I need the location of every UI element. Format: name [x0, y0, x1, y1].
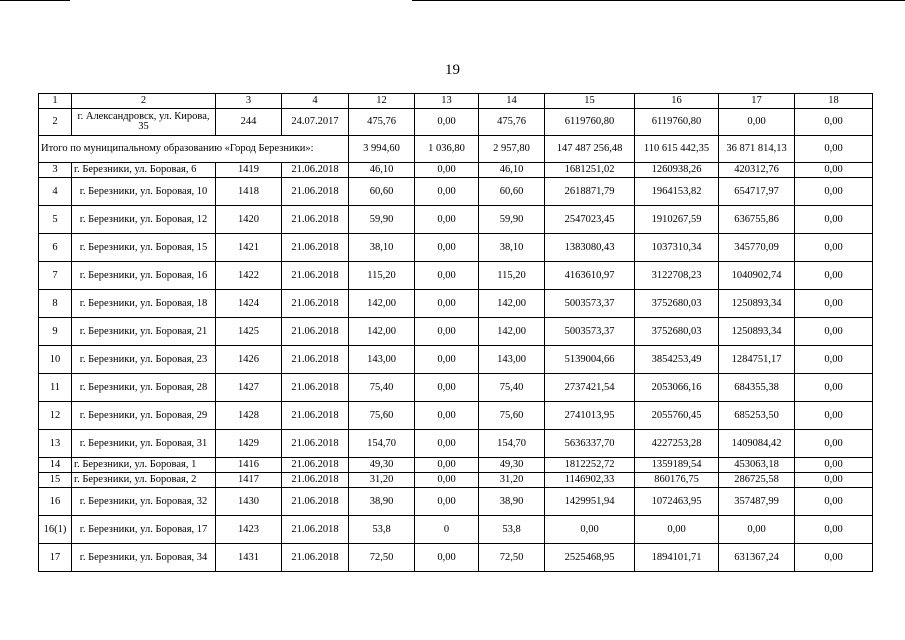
registry-number: 244	[216, 109, 282, 136]
row-number: 15	[39, 473, 72, 488]
address: г. Березники, ул. Боровая, 2	[72, 473, 216, 488]
subtotal-value: 147 487 256,48	[545, 136, 635, 163]
table-row	[39, 318, 873, 346]
table-header-row	[39, 94, 873, 109]
amount-15: 0,00	[545, 516, 635, 544]
subtotal-value: 36 871 814,13	[719, 136, 795, 163]
area-total: 115,20	[349, 262, 415, 290]
subtotal-value: 3 994,60	[349, 136, 415, 163]
address: г. Березники, ул. Боровая, 23	[72, 346, 216, 374]
area-total: 142,00	[349, 290, 415, 318]
date: 21.06.2018	[282, 262, 349, 290]
amount-17: 0,00	[719, 109, 795, 136]
address: г. Березники, ул. Боровая, 10	[72, 178, 216, 206]
area-14: 143,00	[479, 346, 545, 374]
page-number: 19	[445, 62, 460, 78]
address: г. Березники, ул. Боровая, 21	[72, 318, 216, 346]
column-number: 16	[635, 94, 719, 109]
table-row	[39, 516, 873, 544]
amount-16: 1894101,71	[635, 544, 719, 572]
amount-15: 2741013,95	[545, 402, 635, 430]
column-number: 18	[795, 94, 873, 109]
amount-16: 4227253,28	[635, 430, 719, 458]
amount-15: 5636337,70	[545, 430, 635, 458]
area-14: 31,20	[479, 473, 545, 488]
area-13: 0,00	[415, 206, 479, 234]
area-13: 0,00	[415, 488, 479, 516]
table-row	[39, 290, 873, 318]
column-number: 3	[216, 94, 282, 109]
date: 21.06.2018	[282, 318, 349, 346]
row-number: 10	[39, 346, 72, 374]
amount-16: 1037310,34	[635, 234, 719, 262]
amount-15: 1681251,02	[545, 163, 635, 178]
row-number: 8	[39, 290, 72, 318]
area-13: 0,00	[415, 458, 479, 473]
address: г. Березники, ул. Боровая, 16	[72, 262, 216, 290]
amount-18: 0,00	[795, 430, 873, 458]
amount-17: 684355,38	[719, 374, 795, 402]
amount-17: 1250893,34	[719, 290, 795, 318]
amount-16: 1072463,95	[635, 488, 719, 516]
date: 21.06.2018	[282, 290, 349, 318]
table-row	[39, 473, 873, 488]
registry-number: 1425	[216, 318, 282, 346]
address: г. Александровск, ул. Кирова, 35	[72, 109, 216, 136]
amount-16: 3854253,49	[635, 346, 719, 374]
subtotal-value: 110 615 442,35	[635, 136, 719, 163]
date: 21.06.2018	[282, 163, 349, 178]
amount-18: 0,00	[795, 109, 873, 136]
amount-18: 0,00	[795, 544, 873, 572]
table-row	[39, 402, 873, 430]
amount-16: 0,00	[635, 516, 719, 544]
amount-15: 5003573,37	[545, 290, 635, 318]
table-row	[39, 234, 873, 262]
row-number: 2	[39, 109, 72, 136]
row-number: 16(1)	[39, 516, 72, 544]
area-14: 60,60	[479, 178, 545, 206]
column-number: 2	[72, 94, 216, 109]
area-13: 0,00	[415, 109, 479, 136]
area-total: 475,76	[349, 109, 415, 136]
subtotal-value: 2 957,80	[479, 136, 545, 163]
row-number: 6	[39, 234, 72, 262]
amount-17: 1409084,42	[719, 430, 795, 458]
area-14: 72,50	[479, 544, 545, 572]
table-row	[39, 488, 873, 516]
date: 21.06.2018	[282, 402, 349, 430]
amount-15: 4163610,97	[545, 262, 635, 290]
amount-18: 0,00	[795, 473, 873, 488]
amount-16: 1910267,59	[635, 206, 719, 234]
row-number: 13	[39, 430, 72, 458]
date: 21.06.2018	[282, 488, 349, 516]
amount-17: 0,00	[719, 516, 795, 544]
registry-number: 1420	[216, 206, 282, 234]
table-row	[39, 163, 873, 178]
amount-15: 2547023,45	[545, 206, 635, 234]
registry-number: 1422	[216, 262, 282, 290]
amount-15: 2618871,79	[545, 178, 635, 206]
row-number: 9	[39, 318, 72, 346]
amount-17: 636755,86	[719, 206, 795, 234]
address: г. Березники, ул. Боровая, 6	[72, 163, 216, 178]
registry-number: 1416	[216, 458, 282, 473]
address: г. Березники, ул. Боровая, 34	[72, 544, 216, 572]
amount-16: 3752680,03	[635, 290, 719, 318]
table-row	[39, 178, 873, 206]
area-13: 0,00	[415, 318, 479, 346]
subtotal-label: Итого по муниципальному образованию «Город Березники»:	[39, 136, 349, 163]
address: г. Березники, ул. Боровая, 1	[72, 458, 216, 473]
area-total: 38,90	[349, 488, 415, 516]
address: г. Березники, ул. Боровая, 15	[72, 234, 216, 262]
registry-number: 1418	[216, 178, 282, 206]
registry-number: 1421	[216, 234, 282, 262]
area-total: 75,40	[349, 374, 415, 402]
area-13: 0,00	[415, 402, 479, 430]
amount-16: 1359189,54	[635, 458, 719, 473]
registry-number: 1427	[216, 374, 282, 402]
column-number: 13	[415, 94, 479, 109]
row-number: 11	[39, 374, 72, 402]
amount-16: 1964153,82	[635, 178, 719, 206]
area-14: 38,90	[479, 488, 545, 516]
area-13: 0,00	[415, 374, 479, 402]
column-number: 17	[719, 94, 795, 109]
registry-number: 1424	[216, 290, 282, 318]
area-total: 38,10	[349, 234, 415, 262]
area-total: 142,00	[349, 318, 415, 346]
row-number: 14	[39, 458, 72, 473]
data-table	[38, 93, 873, 572]
date: 21.06.2018	[282, 374, 349, 402]
registry-number: 1419	[216, 163, 282, 178]
amount-16: 3752680,03	[635, 318, 719, 346]
area-total: 60,60	[349, 178, 415, 206]
amount-16: 3122708,23	[635, 262, 719, 290]
area-13: 0,00	[415, 163, 479, 178]
area-total: 59,90	[349, 206, 415, 234]
area-14: 475,76	[479, 109, 545, 136]
amount-17: 286725,58	[719, 473, 795, 488]
row-number: 7	[39, 262, 72, 290]
area-13: 0,00	[415, 234, 479, 262]
table-row	[39, 430, 873, 458]
row-number: 12	[39, 402, 72, 430]
amount-16: 1260938,26	[635, 163, 719, 178]
registry-number: 1428	[216, 402, 282, 430]
date: 21.06.2018	[282, 234, 349, 262]
amount-17: 453063,18	[719, 458, 795, 473]
table-row	[39, 458, 873, 473]
area-total: 72,50	[349, 544, 415, 572]
subtotal-row	[39, 136, 873, 163]
row-number: 5	[39, 206, 72, 234]
amount-18: 0,00	[795, 262, 873, 290]
top-rule-right	[412, 0, 905, 1]
address: г. Березники, ул. Боровая, 12	[72, 206, 216, 234]
subtotal-value: 0,00	[795, 136, 873, 163]
amount-17: 1284751,17	[719, 346, 795, 374]
amount-18: 0,00	[795, 458, 873, 473]
row-number: 17	[39, 544, 72, 572]
amount-18: 0,00	[795, 206, 873, 234]
area-14: 142,00	[479, 290, 545, 318]
amount-16: 6119760,80	[635, 109, 719, 136]
table-row	[39, 544, 873, 572]
area-13: 0	[415, 516, 479, 544]
table-row	[39, 346, 873, 374]
amount-15: 6119760,80	[545, 109, 635, 136]
table-row	[39, 109, 873, 136]
area-14: 142,00	[479, 318, 545, 346]
amount-16: 860176,75	[635, 473, 719, 488]
date: 21.06.2018	[282, 458, 349, 473]
amount-15: 1429951,94	[545, 488, 635, 516]
row-number: 3	[39, 163, 72, 178]
amount-15: 2737421,54	[545, 374, 635, 402]
date: 21.06.2018	[282, 544, 349, 572]
amount-15: 5003573,37	[545, 318, 635, 346]
column-number: 15	[545, 94, 635, 109]
area-14: 49,30	[479, 458, 545, 473]
area-14: 38,10	[479, 234, 545, 262]
area-13: 0,00	[415, 346, 479, 374]
area-13: 0,00	[415, 544, 479, 572]
area-total: 75,60	[349, 402, 415, 430]
address: г. Березники, ул. Боровая, 17	[72, 516, 216, 544]
address: г. Березники, ул. Боровая, 18	[72, 290, 216, 318]
amount-18: 0,00	[795, 318, 873, 346]
top-rule-left	[0, 0, 70, 1]
row-number: 4	[39, 178, 72, 206]
area-14: 59,90	[479, 206, 545, 234]
amount-18: 0,00	[795, 402, 873, 430]
amount-18: 0,00	[795, 178, 873, 206]
registry-number: 1429	[216, 430, 282, 458]
area-14: 53,8	[479, 516, 545, 544]
area-total: 46,10	[349, 163, 415, 178]
table-row	[39, 206, 873, 234]
area-14: 154,70	[479, 430, 545, 458]
amount-18: 0,00	[795, 163, 873, 178]
amount-15: 5139004,66	[545, 346, 635, 374]
amount-17: 1040902,74	[719, 262, 795, 290]
amount-18: 0,00	[795, 516, 873, 544]
column-number: 1	[39, 94, 72, 109]
subtotal-value: 1 036,80	[415, 136, 479, 163]
amount-17: 631367,24	[719, 544, 795, 572]
amount-17: 1250893,34	[719, 318, 795, 346]
amount-18: 0,00	[795, 374, 873, 402]
area-13: 0,00	[415, 473, 479, 488]
date: 21.06.2018	[282, 206, 349, 234]
date: 21.06.2018	[282, 516, 349, 544]
area-13: 0,00	[415, 290, 479, 318]
area-13: 0,00	[415, 178, 479, 206]
table-row	[39, 262, 873, 290]
area-total: 154,70	[349, 430, 415, 458]
amount-17: 345770,09	[719, 234, 795, 262]
amount-17: 654717,97	[719, 178, 795, 206]
area-total: 49,30	[349, 458, 415, 473]
amount-15: 2525468,95	[545, 544, 635, 572]
registry-number: 1426	[216, 346, 282, 374]
date: 21.06.2018	[282, 430, 349, 458]
date: 24.07.2017	[282, 109, 349, 136]
date: 21.06.2018	[282, 178, 349, 206]
area-14: 46,10	[479, 163, 545, 178]
date: 21.06.2018	[282, 346, 349, 374]
column-number: 4	[282, 94, 349, 109]
registry-number: 1423	[216, 516, 282, 544]
area-13: 0,00	[415, 430, 479, 458]
row-number: 16	[39, 488, 72, 516]
amount-18: 0,00	[795, 290, 873, 318]
amount-16: 2053066,16	[635, 374, 719, 402]
registry-number: 1430	[216, 488, 282, 516]
area-total: 143,00	[349, 346, 415, 374]
address: г. Березники, ул. Боровая, 31	[72, 430, 216, 458]
amount-17: 685253,50	[719, 402, 795, 430]
amount-18: 0,00	[795, 346, 873, 374]
area-total: 53,8	[349, 516, 415, 544]
column-number: 12	[349, 94, 415, 109]
amount-15: 1146902,33	[545, 473, 635, 488]
area-14: 115,20	[479, 262, 545, 290]
amount-17: 420312,76	[719, 163, 795, 178]
address: г. Березники, ул. Боровая, 32	[72, 488, 216, 516]
amount-18: 0,00	[795, 488, 873, 516]
amount-18: 0,00	[795, 234, 873, 262]
registry-number: 1417	[216, 473, 282, 488]
table-row	[39, 374, 873, 402]
amount-16: 2055760,45	[635, 402, 719, 430]
area-14: 75,40	[479, 374, 545, 402]
registry-number: 1431	[216, 544, 282, 572]
amount-15: 1812252,72	[545, 458, 635, 473]
address: г. Березники, ул. Боровая, 28	[72, 374, 216, 402]
address: г. Березники, ул. Боровая, 29	[72, 402, 216, 430]
area-total: 31,20	[349, 473, 415, 488]
amount-17: 357487,99	[719, 488, 795, 516]
date: 21.06.2018	[282, 473, 349, 488]
column-number: 14	[479, 94, 545, 109]
table-body	[39, 94, 873, 572]
amount-15: 1383080,43	[545, 234, 635, 262]
area-13: 0,00	[415, 262, 479, 290]
area-14: 75,60	[479, 402, 545, 430]
